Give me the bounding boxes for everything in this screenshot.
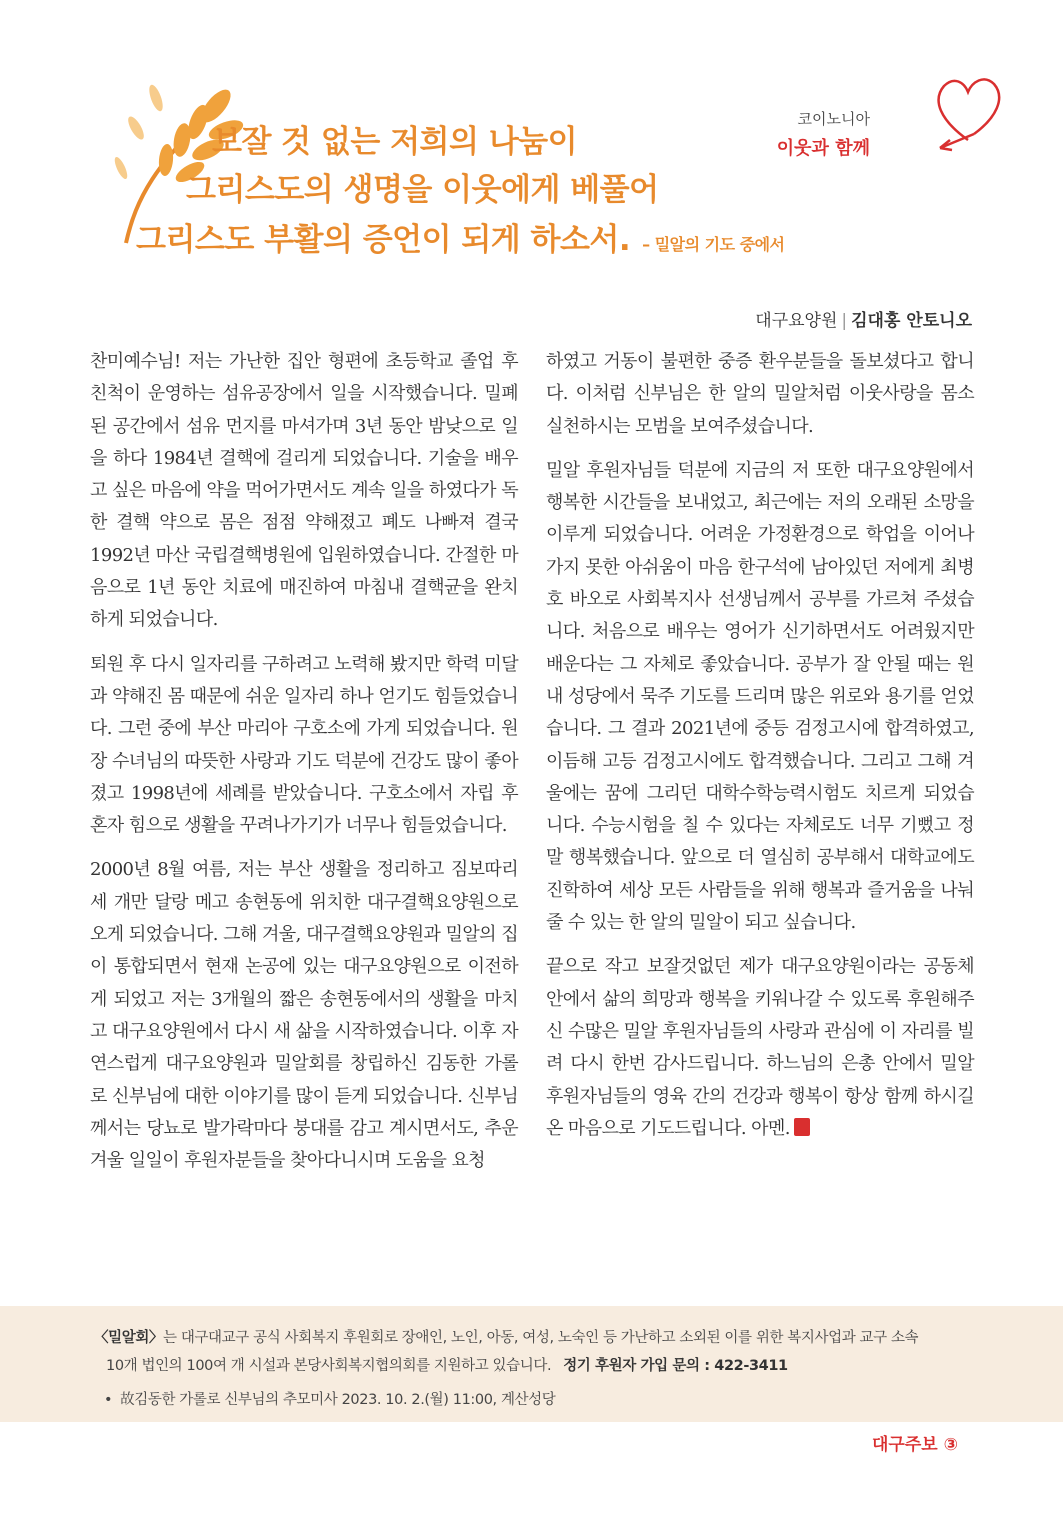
info-box (0, 1306, 1063, 1422)
body-paragraph: 퇴원 후 다시 일자리를 구하려고 노력해 봤지만 학력 미달과 약해진 몸 때문에 쉬운 일자리 하나 얻기도 힘들었습니다. 그런 중에 부산 마리아 구호소에 가게 되었습니다. 원장 수녀님의 따뜻한 사랑과 기도 덕분에 건강도 많이 좋아졌고 1998년에 세례를 받았습니다. 구호소에서 자립 후 혼자 힘으로 생활을 꾸려나가기가 너무나 힘들었습니다. (90, 653, 518, 837)
headline-source: – 밀알의 기도 중에서 (642, 235, 785, 254)
heart-arrow-icon (930, 70, 1006, 152)
body-paragraph: 찬미예수님! 저는 가난한 집안 형편에 초등학교 졸업 후 친척이 운영하는 섬유공장에서 일을 시작했습니다. 밀폐된 공간에서 섬유 먼지를 마셔가며 3년 동안 밤낮으로 일을 하다 1984년 결핵에 걸리게 되었습니다. 기술을 배우고 싶은 마음에 약을 먹어가면서도 계속 일을 하였다가 독한 결핵 약으로 몸은 점점 약해졌고 폐도 나빠져 결국 1992년 마산 국립결핵병원에 입원하였습니다. 간절한 마음으로 1년 동안 치료에 매진하여 마침내 결핵균을 완치하게 되었습니다. (90, 351, 518, 631)
headline-line-1: 보잘 것 없는 저희의 나눔이 (212, 124, 578, 160)
info-notice (104, 1388, 555, 1409)
body-column-right (546, 346, 974, 1157)
info-notice-text: 故김동한 가롤로 신부님의 추모미사 2023. 10. 2.(월) 11:00, 계산성당 (120, 1392, 556, 1408)
series-title-bottom: 이웃과 함께 (776, 138, 870, 159)
page-label: 대구주보 ③ (872, 1435, 958, 1455)
body-paragraph: 하였고 거동이 불편한 중증 환우분들을 돌보셨다고 합니다. 이처럼 신부님은 한 알의 밀알처럼 이웃사랑을 몸소 실천하시는 모범을 보여주셨습니다. (546, 351, 974, 437)
author-separator: | (841, 311, 848, 331)
info-line-1 (94, 1326, 918, 1347)
body-paragraph: 2000년 8월 여름, 저는 부산 생활을 정리하고 짐보따리 세 개만 달랑 메고 송현동에 위치한 대구결핵요양원으로 오게 되었습니다. 그해 겨울, 대구결핵요양원과 밀알의 집이 통합되면서 현재 논공에 있는 대구요양원으로 이전하게 되었고 저는 3개월의 짧은 송현동에서의 생활을 마치고 대구요양원에서 다시 새 삶을 시작하였습니다. 이후 자연스럽게 대구요양원과 밀알회를 창립하신 김동한 가롤로 신부님에 대한 이야기를 많이 듣게 되었습니다. 신부님께서는 당뇨로 발가락마다 붕대를 감고 계시면서도, 추운 겨울 일일이 후원자분들을 찾아다니시며 도움을 요청 (90, 859, 518, 1172)
author-org: 대구요양원 (755, 311, 838, 331)
series-title-top: 코이노니아 (797, 110, 870, 128)
author-line (755, 306, 972, 331)
info-line-2 (106, 1354, 788, 1375)
author-name: 김대홍 안토니오 (851, 311, 972, 331)
headline-line-3-text: 그리스도 부활의 증언이 되게 하소서. (136, 222, 631, 258)
end-mark-icon (794, 1118, 810, 1136)
body-paragraph: 밀알 후원자님들 덕분에 지금의 저 또한 대구요양원에서 행복한 시간들을 보내었고, 최근에는 저의 오래된 소망을 이루게 되었습니다. 어려운 가정환경으로 학업을 이어나가지 못한 아쉬움이 마음 한구석에 남아있던 저에게 최병호 바오로 사회복지사 선생님께서 공부를 가르쳐 주셨습니다. 처음으로 배우는 영어가 신기하면서도 어려웠지만 배운다는 그 자체로 좋았습니다. 공부가 잘 안될 때는 원내 성당에서 묵주 기도를 드리며 많은 위로와 용기를 얻었습니다. 그 결과 2021년에 중등 검정고시에 합격하였고, 이듬해 고등 검정고시에도 합격했습니다. 그리고 그해 겨울에는 꿈에 그리던 대학수학능력시험도 치르게 되었습니다. 수능시험을 칠 수 있다는 자체로도 너무 기뻤고 정말 행복했습니다. 앞으로 더 열심히 공부해서 대학교에도 진학하여 세상 모든 사람들을 위해 행복과 즐거움을 나눠 줄 수 있는 한 알의 밀알이 되고 싶습니다. (546, 459, 974, 934)
body-paragraph-final (546, 951, 974, 1145)
info-contact: 정기 후원자 가입 문의 : 422-3411 (563, 1358, 788, 1374)
headline-line-2: 그리스도의 생명을 이웃에게 베풀어 (186, 172, 659, 208)
body-column-left (90, 346, 518, 1189)
series-label (776, 70, 1000, 160)
body-paragraph-final-text: 끝으로 작고 보잘것없던 제가 대구요양원이라는 공동체 안에서 삶의 희망과 행복을 키워나갈 수 있도록 후원해주신 수많은 밀알 후원자님들의 사랑과 관심에 이 자리를 빌려 다시 한번 감사드립니다. 하느님의 은총 안에서 밀알 후원자님들의 영육 간의 건강과 행복이 항상 함께 하시길 온 마음으로 기도드립니다. 아멘. (546, 956, 974, 1139)
bullet-icon: • (104, 1392, 113, 1408)
info-line-1-text: 는 대구대교구 공식 사회복지 후원회로 장애인, 노인, 아동, 여성, 노숙인 등 가난하고 소외된 이를 위한 복지사업과 교구 소속 (163, 1330, 919, 1346)
headline-line-3 (136, 214, 785, 259)
info-org-name: 〈밀알회〉 (94, 1330, 164, 1346)
info-line-2-text: 10개 법인의 100여 개 시설과 본당사회복지협의회를 지원하고 있습니다. (106, 1358, 552, 1374)
